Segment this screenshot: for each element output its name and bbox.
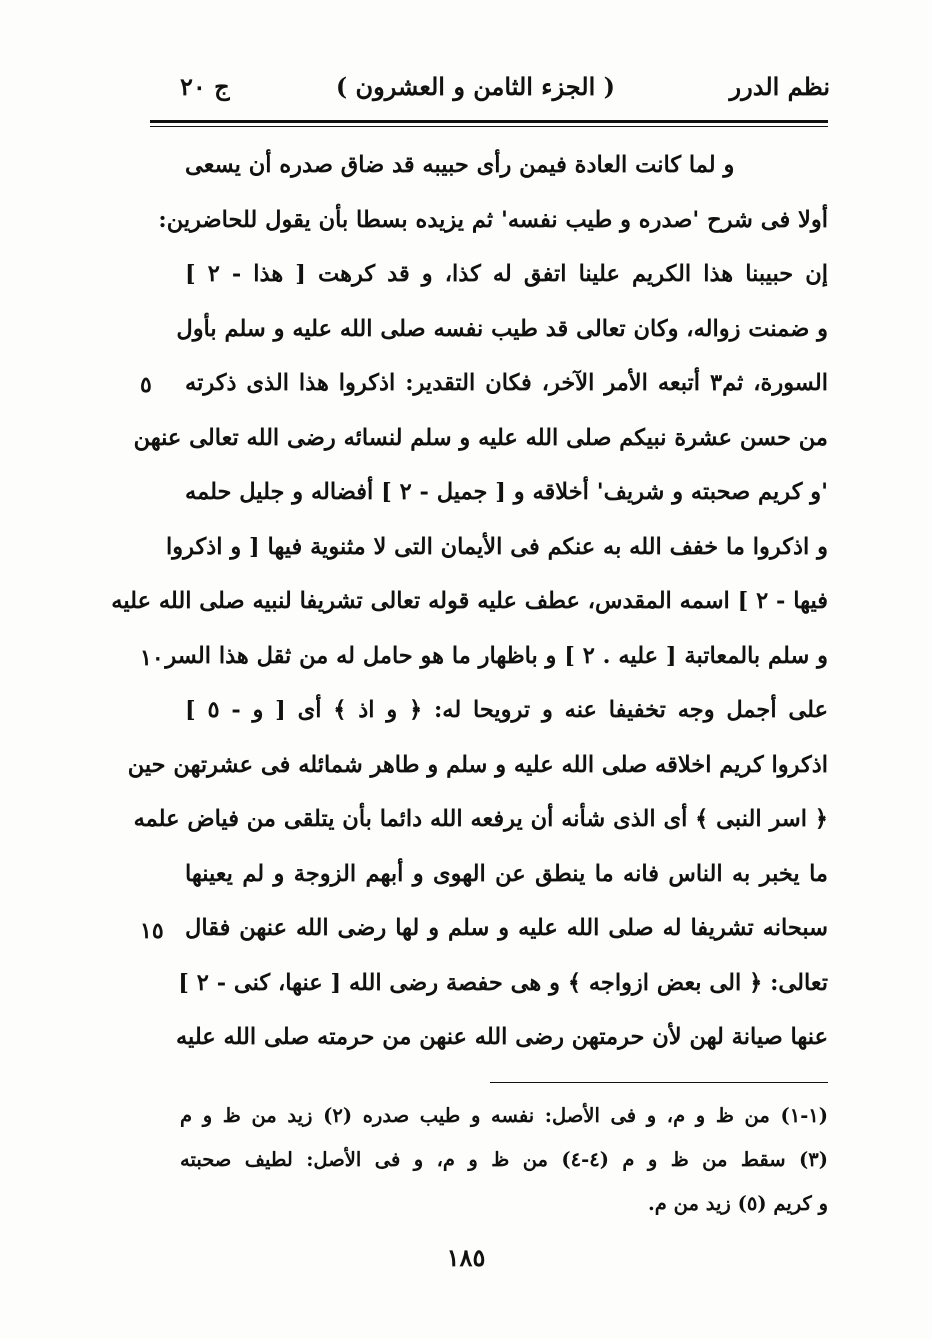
text-line: اذكروا كريم اخلاقه صلى الله عليه و سلم و طاهر شمائله فى عشرتهن حين (127, 751, 828, 778)
header-rule-thick (150, 120, 828, 123)
text-line: و سلم بالمعاتبة [ عليه . ٢ ] و باظهار ما هو حامل له من ثقل هذا السر (165, 642, 828, 669)
text-line: فيها - ٢ ] اسمه المقدس، عطف عليه قوله تعالى تشريفا لنبيه صلى الله عليه (111, 588, 828, 614)
volume-number: ج ٢٠ (180, 72, 230, 101)
text-line: تعالى: ﴿ الى بعض ازواجه ﴾ و هى حفصة رضى الله [ عنها، كنى - ٢ ] (178, 969, 828, 996)
text-line: عنها صيانة لهن لأن حرمتهن رضى الله عنهن من حرمته صلى الله عليه (175, 1024, 828, 1050)
text-line: ما يخبر به الناس فانه ما ينطق عن الهوى و أبهم الزوجة و لم يعينها (185, 860, 828, 887)
line-number-10: ١٠ (140, 645, 164, 671)
footnote-line: (٣) سقط من ظ و م (٤-٤) من ظ و م، و فى الأصل: لطيف صحبته (180, 1148, 828, 1171)
text-line: على أجمل وجه تخفيفا عنه و ترويحا له: ﴿ و اذ ﴾ أى [ و - ٥ ] (185, 697, 828, 723)
footnotes (180, 1094, 828, 1226)
book-title: نظم الدرر (729, 72, 830, 101)
page-number: ١٨٥ (446, 1243, 486, 1272)
text-line: سبحانه تشريفا له صلى الله عليه و سلم و لها رضى الله عنهن فقال (185, 915, 828, 941)
header-rule-thin (150, 126, 828, 127)
text-line: إن حبيبنا هذا الكريم علينا اتفق له كذا، و قد كرهت [ هذا - ٢ ] (185, 261, 828, 287)
line-number-15: ١٥ (140, 918, 164, 944)
text-line: أولا فى شرح 'صدره و طيب نفسه' ثم يزيده بسطا بأن يقول للحاضرين: (158, 206, 828, 233)
footnote-line: (١-١) من ظ و م، و فى الأصل: نفسه و طيب صدره (٢) زيد من ظ و م (180, 1104, 828, 1127)
part-title: ( الجزء الثامن و العشرون ) (335, 72, 615, 101)
text-line: من حسن عشرة نبيكم صلى الله عليه و سلم لنسائه رضى الله تعالى عنهن (133, 424, 828, 451)
footnote-rule (490, 1082, 828, 1083)
footnote-line: و كريم (٥) زيد من م. (648, 1192, 828, 1215)
text-line: و اذكروا ما خفف الله به عنكم فى الأيمان التى لا مثنوية فيها [ و اذكروا (165, 533, 828, 560)
page-header (150, 72, 830, 112)
line-number-5: ٥ (140, 372, 152, 398)
text-line: 'و كريم صحبته و شريف' أخلاقه و [ جميل - ٢ ] أفضاله و جليل حلمه (185, 479, 828, 505)
text-line: و لما كانت العادة فيمن رأى حبيبه قد ضاق صدره أن يسعى (185, 152, 735, 178)
text-line: السورة، ثم٣ أتبعه الأمر الآخر، فكان التقدير: اذكروا هذا الذى ذكرته (185, 370, 828, 396)
text-line: ﴿ اسر النبى ﴾ أى الذى شأنه أن يرفعه الله دائما بأن يتلقى من فياض علمه (133, 806, 828, 832)
text-line: و ضمنت زواله، وكان تعالى قد طيب نفسه صلى الله عليه و سلم بأول (176, 315, 828, 342)
